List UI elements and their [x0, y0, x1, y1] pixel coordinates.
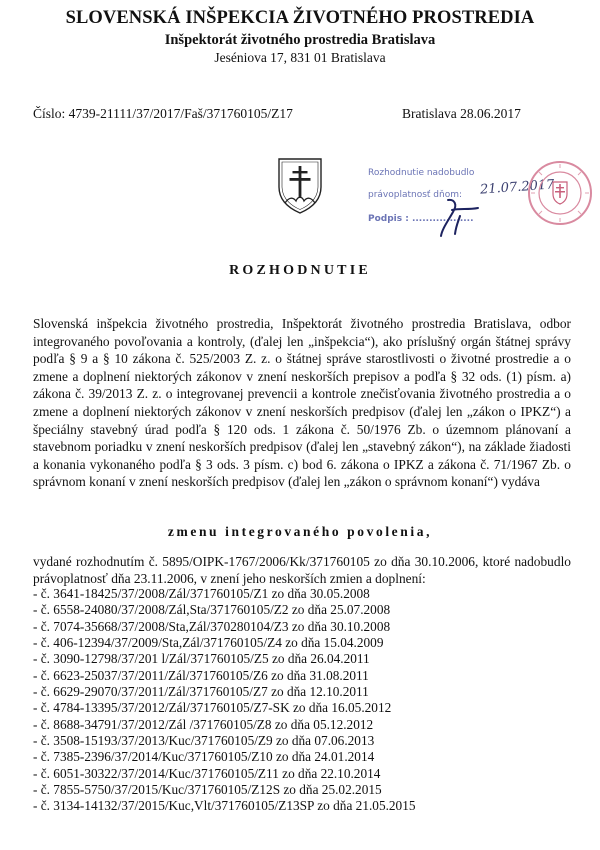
list-item: - č. 8688-34791/37/2012/Zál /371760105/Z8 zo dňa 05.12.2012 — [33, 716, 374, 732]
list-item: - č. 6558-24080/37/2008/Zál,Sta/371760105/Z2 zo dňa 25.07.2008 — [33, 602, 391, 618]
list-item: - č. 7074-35668/37/2008/Sta,Zál/370280104/Z3 zo dňa 30.10.2008 — [33, 618, 391, 634]
issued-decision-text: vydané rozhodnutím č. 5895/OIPK-1767/2006/Kk/371760105 zo dňa 30.10.2006, ktoré nadobudlo právoplatnosť dňa 23.11.2006, v znení jeho neskorších zmien a doplnení: — [33, 554, 571, 586]
reference-number: Číslo: 4739-21111/37/2017/Faš/371760105/Z17 — [33, 106, 293, 121]
list-item: - č. 7385-2396/37/2014/Kuc/371760105/Z10 zo dňa 24.01.2014 — [33, 749, 375, 765]
list-item: - č. 6623-25037/37/2011/Zál/371760105/Z6 zo dňa 31.08.2011 — [33, 667, 369, 683]
stamp-signature-line: Podpis : .................. — [368, 214, 474, 224]
decision-title: ROZHODNUTIE — [229, 263, 371, 278]
body-paragraph: Slovenská inšpekcia životného prostredia, Inšpektorát životného prostredia Bratislava, odbor integrovaného povoľovania a kontroly, (ďalej len „inšpekcia“), ako príslušný orgán štátnej správy podľa § 9 a § 10 zákona č. 525/2003 Z. z. o štátnej správe starostlivosti o životné prostredie a o zmene a doplnení niektorých zákonov v znení neskorších prepisov a podľa § 32 ods. (1) písm. a) zákona č. 39/2013 Z. z. o integrovanej prevencii a kontrole znečisťovania životného prostredia a o zmene a doplnení niektorých zákonov v znení neskorších predpisov (ďalej len „zákon o IPKZ“) a špeciálny stavebný úrad podľa § 120 ods. 1 zákona č. 50/1976 Zb. o územnom plánovaní a stavebnom poriadku v znení neskorších predpisov (ďalej len „stavebný zákon“), na základe žiadosti a konania vykonaného podľa § 3 ods. 3 písm. c) bod 6. zákona o IPKZ a zákona č. 71/1967 Zb. o správnom konaní v znení neskorších predpisov (ďalej len „zákon o správnom konaní“) vydáva — [33, 316, 571, 490]
list-item: - č. 3508-15193/37/2013/Kuc/371760105/Z9 zo dňa 07.06.2013 — [33, 733, 375, 749]
official-round-seal-icon — [525, 158, 595, 228]
list-item: - č. 4784-13395/37/2012/Zál/371760105/Z7-SK zo dňa 16.05.2012 — [33, 700, 392, 716]
list-item: - č. 3090-12798/37/201 l/Zál/371760105/Z5 zo dňa 26.04.2011 — [33, 651, 370, 667]
list-item: - č. 3641-18425/37/2008/Zál/371760105/Z1 zo dňa 30.05.2008 — [33, 586, 370, 601]
slovak-coat-of-arms-icon — [277, 157, 323, 215]
department-name: Inšpektorát životného prostredia Bratislava — [164, 32, 436, 48]
place-and-date: Bratislava 28.06.2017 — [402, 106, 521, 121]
stamp-line-1: Rozhodnutie nadobudlo — [368, 168, 475, 178]
organization-name: SLOVENSKÁ INŠPEKCIA ŽIVOTNÉHO PROSTREDIA — [65, 8, 535, 28]
stamp-handwritten-date: 21.07.2017 — [479, 177, 555, 198]
amendments-list — [33, 586, 573, 815]
handwritten-signature — [408, 196, 488, 240]
stamp-line-2: právoplatnosť dňom: — [368, 190, 463, 200]
organization-address: Jeséniova 17, 831 01 Bratislava — [214, 50, 386, 65]
list-item: - č. 6051-30322/37/2014/Kuc/371760105/Z11 zo dňa 22.10.2014 — [33, 765, 381, 781]
permit-change-heading: zmenu integrovaného povolenia, — [167, 524, 433, 539]
list-item: - č. 7855-5750/37/2015/Kuc/371760105/Z12S zo dňa 25.02.2015 — [33, 782, 382, 798]
list-item: - č. 6629-29070/37/2011/Zál/371760105/Z7 zo dňa 12.10.2011 — [33, 684, 369, 700]
list-item: - č. 3134-14132/37/2015/Kuc,Vlt/371760105/Z13SP zo dňa 21.05.2015 — [33, 798, 416, 814]
list-item: - č. 406-12394/37/2009/Sta,Zál/371760105/Z4 zo dňa 15.04.2009 — [33, 635, 384, 651]
